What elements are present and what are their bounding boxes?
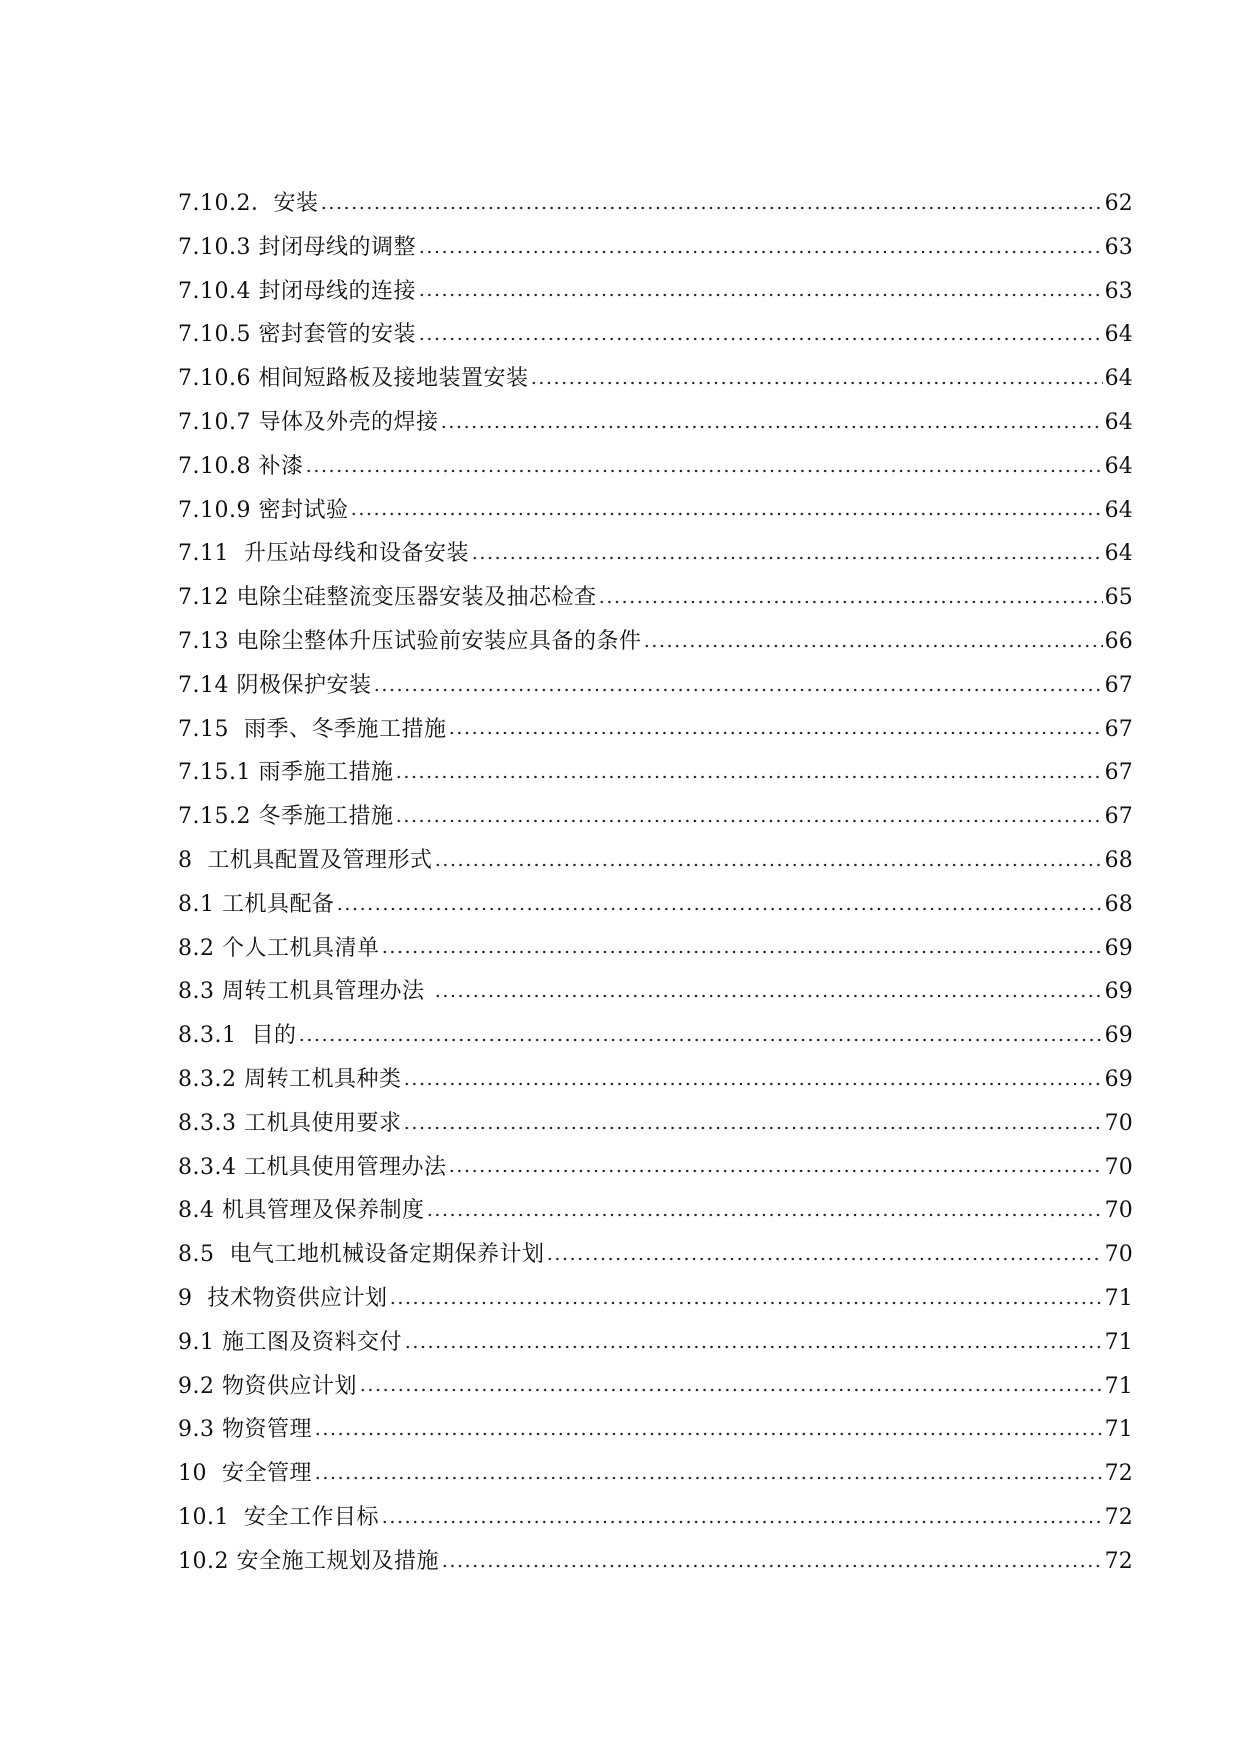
toc-entry-title: 10.1 安全工作目标	[178, 1504, 379, 1530]
toc-entry	[178, 445, 1133, 489]
toc-entry	[178, 927, 1133, 971]
toc-dot-leader	[418, 337, 1103, 341]
toc-dot-leader	[546, 1257, 1102, 1261]
toc-entry-title: 7.10.5 密封套管的安装	[178, 322, 416, 348]
toc-entry-page: 69	[1104, 935, 1133, 961]
toc-entry	[178, 1233, 1133, 1277]
toc-entry-title: 8 工机具配置及管理形式	[178, 847, 433, 873]
toc-entry-page: 71	[1104, 1285, 1133, 1311]
toc-entry	[178, 883, 1133, 927]
toc-entry-title: 9.3 物资管理	[178, 1417, 312, 1443]
toc-dot-leader	[350, 512, 1102, 516]
toc-entry-page: 67	[1104, 760, 1133, 786]
toc-dot-leader	[395, 819, 1102, 823]
toc-dot-leader	[336, 907, 1102, 911]
toc-entry-page: 64	[1104, 453, 1133, 479]
toc-entry-page: 64	[1104, 497, 1133, 523]
toc-dot-leader	[314, 1432, 1103, 1436]
toc-dot-leader	[359, 1388, 1103, 1392]
toc-entry-page: 67	[1104, 716, 1133, 742]
toc-entry-page: 68	[1104, 891, 1133, 917]
toc-dot-leader	[643, 644, 1102, 648]
toc-entry	[178, 401, 1133, 445]
toc-entry-page: 70	[1104, 1242, 1133, 1268]
toc-entry-page: 72	[1104, 1461, 1133, 1487]
toc-entry-title: 7.10.9 密封试验	[178, 497, 349, 523]
toc-entry	[178, 1014, 1133, 1058]
toc-entry-title: 7.15.1 雨季施工措施	[178, 760, 394, 786]
toc-entry	[178, 620, 1133, 664]
toc-dot-leader	[403, 1126, 1102, 1130]
toc-entry-title: 9 技术物资供应计划	[178, 1285, 388, 1311]
toc-dot-leader	[418, 250, 1103, 254]
toc-dot-leader	[441, 1564, 1103, 1568]
toc-entry	[178, 1102, 1133, 1146]
toc-entry	[178, 708, 1133, 752]
toc-entry-title: 7.11 升压站母线和设备安装	[178, 541, 469, 567]
toc-entry-title: 8.2 个人工机具清单	[178, 935, 380, 961]
toc-entry-title: 10 安全管理	[178, 1461, 312, 1487]
toc-entry-title: 8.3.1 目的	[178, 1023, 297, 1049]
toc-entry-page: 70	[1104, 1110, 1133, 1136]
toc-entry-page: 64	[1104, 322, 1133, 348]
toc-entry-title: 7.10.4 封闭母线的连接	[178, 278, 416, 304]
toc-dot-leader	[298, 1038, 1102, 1042]
toc-dot-leader	[381, 950, 1102, 954]
toc-entry	[178, 1408, 1133, 1452]
toc-entry-page: 70	[1104, 1198, 1133, 1224]
toc-entry	[178, 1058, 1133, 1102]
toc-entry	[178, 1146, 1133, 1190]
toc-dot-leader	[389, 1301, 1102, 1305]
toc-entry-title: 8.3.3 工机具使用要求	[178, 1110, 402, 1136]
toc-entry	[178, 1496, 1133, 1540]
toc-entry	[178, 576, 1133, 620]
toc-entry	[178, 226, 1133, 270]
toc-dot-leader	[434, 863, 1102, 867]
toc-dot-leader	[404, 1345, 1103, 1349]
toc-entry-title: 7.13 电除尘整体升压试验前安装应具备的条件	[178, 628, 642, 654]
toc-dot-leader	[305, 469, 1102, 473]
toc-dot-leader	[440, 425, 1102, 429]
toc-entry	[178, 357, 1133, 401]
toc-entry-title: 7.10.7 导体及外壳的焊接	[178, 409, 439, 435]
toc-dot-leader	[426, 1213, 1102, 1217]
toc-entry-page: 71	[1104, 1417, 1133, 1443]
toc-entry	[178, 839, 1133, 883]
toc-entry-title: 7.10.3 封闭母线的调整	[178, 234, 416, 260]
toc-dot-leader	[403, 1082, 1102, 1086]
toc-entry-page: 69	[1104, 979, 1133, 1005]
toc-dot-leader	[418, 293, 1103, 297]
toc-dot-leader	[395, 775, 1102, 779]
toc-entry-page: 63	[1104, 278, 1133, 304]
toc-entry-title: 7.10.2．安装	[178, 191, 319, 216]
toc-entry-page: 72	[1104, 1504, 1133, 1530]
toc-dot-leader	[373, 688, 1102, 692]
toc-entry-page: 72	[1104, 1548, 1133, 1574]
toc-entry-title: 7.15.2 冬季施工措施	[178, 804, 394, 830]
toc-entry-title: 7.10.6 相间短路板及接地装置安装	[178, 366, 529, 392]
toc-entry-title: 8.3 周转工机具管理办法	[178, 979, 432, 1005]
toc-entry-title: 7.10.8 补漆	[178, 453, 304, 479]
toc-entry-page: 65	[1104, 585, 1133, 611]
toc-entry	[178, 532, 1133, 576]
toc-entry	[178, 1321, 1133, 1365]
toc-entry-page: 62	[1104, 191, 1133, 216]
toc-dot-leader	[314, 1476, 1103, 1480]
toc-entry	[178, 1452, 1133, 1496]
toc-entry	[178, 313, 1133, 357]
toc-entry-page: 63	[1104, 234, 1133, 260]
toc-entry	[178, 795, 1133, 839]
toc-entry-title: 8.3.4 工机具使用管理办法	[178, 1154, 447, 1180]
toc-entry	[178, 489, 1133, 533]
toc-entry-title: 7.12 电除尘硅整流变压器安装及抽芯检查	[178, 585, 597, 611]
toc-entry-title: 10.2 安全施工规划及措施	[178, 1548, 439, 1574]
toc-entry	[178, 1365, 1133, 1409]
toc-entry-title: 7.15 雨季、冬季施工措施	[178, 716, 447, 742]
toc-dot-leader	[448, 731, 1102, 735]
toc-entry-title: 9.2 物资供应计划	[178, 1373, 357, 1399]
toc-entry	[178, 751, 1133, 795]
toc-dot-leader	[448, 1169, 1102, 1173]
toc-entry-page: 71	[1104, 1329, 1133, 1355]
table-of-contents	[178, 182, 1133, 1584]
toc-entry-page: 69	[1104, 1023, 1133, 1049]
toc-entry-page: 64	[1104, 409, 1133, 435]
toc-entry	[178, 270, 1133, 314]
toc-dot-leader	[434, 994, 1103, 998]
toc-entry-page: 70	[1104, 1154, 1133, 1180]
toc-entry	[178, 1540, 1133, 1584]
toc-entry	[178, 182, 1133, 226]
toc-dot-leader	[320, 206, 1102, 210]
toc-entry-page: 67	[1104, 672, 1133, 698]
toc-entry-title: 8.5 电气工地机械设备定期保养计划	[178, 1242, 545, 1268]
toc-dot-leader	[471, 556, 1103, 560]
toc-entry-page: 67	[1104, 804, 1133, 830]
toc-dot-leader	[381, 1520, 1103, 1524]
toc-entry-title: 8.1 工机具配备	[178, 891, 335, 917]
toc-entry	[178, 1277, 1133, 1321]
toc-entry-title: 8.3.2 周转工机具种类	[178, 1066, 402, 1092]
toc-entry-page: 71	[1104, 1373, 1133, 1399]
toc-entry-title: 7.14 阴极保护安装	[178, 672, 372, 698]
toc-entry-page: 64	[1104, 366, 1133, 392]
toc-entry-page: 64	[1104, 541, 1133, 567]
toc-entry	[178, 970, 1133, 1014]
toc-entry	[178, 664, 1133, 708]
toc-entry-title: 8.4 机具管理及保养制度	[178, 1198, 425, 1224]
toc-dot-leader	[530, 381, 1102, 385]
toc-entry-page: 69	[1104, 1066, 1133, 1092]
toc-entry	[178, 1189, 1133, 1233]
toc-entry-page: 66	[1104, 628, 1133, 654]
toc-dot-leader	[598, 600, 1102, 604]
toc-entry-title: 9.1 施工图及资料交付	[178, 1329, 402, 1355]
toc-entry-page: 68	[1104, 847, 1133, 873]
